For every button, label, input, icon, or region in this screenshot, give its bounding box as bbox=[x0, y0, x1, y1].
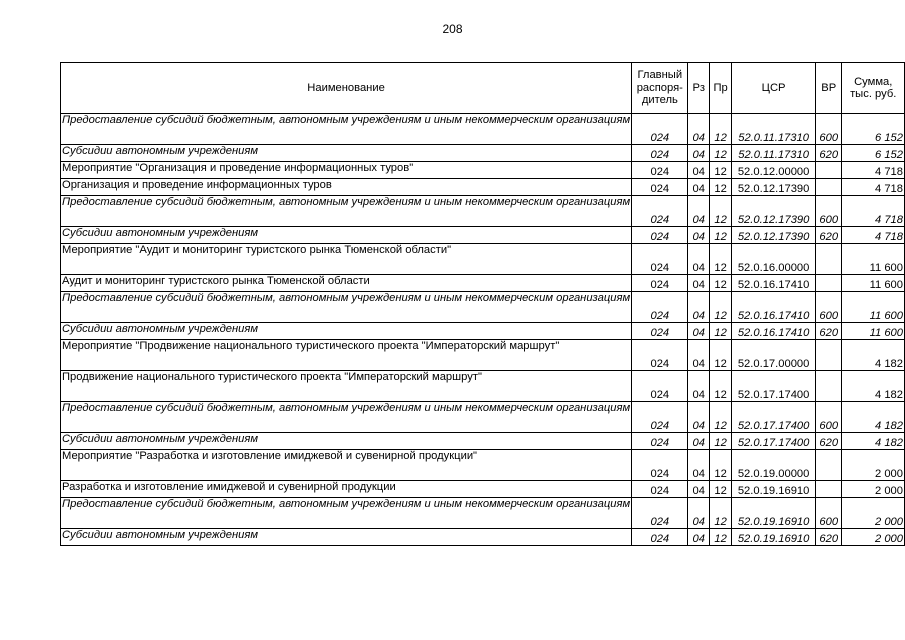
row-vr-cell bbox=[815, 179, 841, 196]
row-sum-cell: 6 152 bbox=[842, 114, 905, 145]
row-pr-cell: 12 bbox=[710, 433, 732, 450]
row-name-cell: Мероприятие "Разработка и изготовление имиджевой и сувенирной продукции" bbox=[61, 450, 632, 481]
table-row bbox=[61, 227, 905, 244]
row-sum-cell: 4 182 bbox=[842, 340, 905, 371]
column-header-pr: Пр bbox=[710, 63, 732, 114]
row-main-manager-cell: 024 bbox=[632, 244, 688, 275]
page-number: 208 bbox=[442, 22, 463, 36]
table-row bbox=[61, 244, 905, 275]
row-csr-cell: 52.0.12.17390 bbox=[732, 227, 816, 244]
row-rz-cell: 04 bbox=[688, 145, 710, 162]
row-main-manager-cell: 024 bbox=[632, 179, 688, 196]
row-vr-cell bbox=[815, 244, 841, 275]
column-header-main-manager: Главный распоря-дитель bbox=[632, 63, 688, 114]
row-sum-cell: 11 600 bbox=[842, 275, 905, 292]
row-rz-cell: 04 bbox=[688, 433, 710, 450]
table-row bbox=[61, 292, 905, 323]
column-header-csr: ЦСР bbox=[732, 63, 816, 114]
row-csr-cell: 52.0.17.17400 bbox=[732, 402, 816, 433]
row-name-cell: Субсидии автономным учреждениям bbox=[61, 433, 632, 450]
row-rz-cell: 04 bbox=[688, 227, 710, 244]
row-rz-cell: 04 bbox=[688, 450, 710, 481]
row-sum-cell: 4 718 bbox=[842, 179, 905, 196]
table-row bbox=[61, 162, 905, 179]
row-vr-cell: 620 bbox=[815, 145, 841, 162]
row-csr-cell: 52.0.19.00000 bbox=[732, 450, 816, 481]
row-main-manager-cell: 024 bbox=[632, 162, 688, 179]
row-vr-cell: 620 bbox=[815, 323, 841, 340]
row-vr-cell: 600 bbox=[815, 292, 841, 323]
row-pr-cell: 12 bbox=[710, 323, 732, 340]
row-main-manager-cell: 024 bbox=[632, 498, 688, 529]
row-pr-cell: 12 bbox=[710, 114, 732, 145]
row-vr-cell: 600 bbox=[815, 196, 841, 227]
row-sum-cell: 11 600 bbox=[842, 323, 905, 340]
row-vr-cell bbox=[815, 162, 841, 179]
row-vr-cell: 620 bbox=[815, 227, 841, 244]
row-sum-cell: 4 718 bbox=[842, 196, 905, 227]
table-row bbox=[61, 323, 905, 340]
row-name-cell: Предоставление субсидий бюджетным, автономным учреждениям и иным некоммерческим организациям bbox=[61, 402, 632, 433]
row-rz-cell: 04 bbox=[688, 292, 710, 323]
row-name-cell: Субсидии автономным учреждениям bbox=[61, 227, 632, 244]
row-main-manager-cell: 024 bbox=[632, 340, 688, 371]
table-row bbox=[61, 498, 905, 529]
row-rz-cell: 04 bbox=[688, 498, 710, 529]
row-sum-cell: 4 718 bbox=[842, 227, 905, 244]
row-pr-cell: 12 bbox=[710, 196, 732, 227]
row-main-manager-cell: 024 bbox=[632, 402, 688, 433]
row-csr-cell: 52.0.17.00000 bbox=[732, 340, 816, 371]
row-main-manager-cell: 024 bbox=[632, 114, 688, 145]
row-rz-cell: 04 bbox=[688, 371, 710, 402]
row-main-manager-cell: 024 bbox=[632, 323, 688, 340]
row-name-cell: Субсидии автономным учреждениям bbox=[61, 529, 632, 546]
row-vr-cell: 620 bbox=[815, 529, 841, 546]
row-vr-cell bbox=[815, 371, 841, 402]
row-name-cell: Предоставление субсидий бюджетным, автономным учреждениям и иным некоммерческим организациям bbox=[61, 114, 632, 145]
row-rz-cell: 04 bbox=[688, 340, 710, 371]
row-name-cell: Мероприятие "Организация и проведение информационных туров" bbox=[61, 162, 632, 179]
row-csr-cell: 52.0.16.17410 bbox=[732, 323, 816, 340]
table-row bbox=[61, 402, 905, 433]
table-row bbox=[61, 433, 905, 450]
row-rz-cell: 04 bbox=[688, 196, 710, 227]
row-vr-cell bbox=[815, 340, 841, 371]
row-main-manager-cell: 024 bbox=[632, 481, 688, 498]
row-name-cell: Организация и проведение информационных туров bbox=[61, 179, 632, 196]
row-csr-cell: 52.0.12.00000 bbox=[732, 162, 816, 179]
row-sum-cell: 2 000 bbox=[842, 529, 905, 546]
row-name-cell: Разработка и изготовление имиджевой и сувенирной продукции bbox=[61, 481, 632, 498]
row-pr-cell: 12 bbox=[710, 179, 732, 196]
row-pr-cell: 12 bbox=[710, 162, 732, 179]
row-csr-cell: 52.0.11.17310 bbox=[732, 114, 816, 145]
row-rz-cell: 04 bbox=[688, 275, 710, 292]
table-header-row bbox=[61, 63, 905, 114]
row-sum-cell: 4 182 bbox=[842, 402, 905, 433]
row-pr-cell: 12 bbox=[710, 292, 732, 323]
row-main-manager-cell: 024 bbox=[632, 145, 688, 162]
row-main-manager-cell: 024 bbox=[632, 450, 688, 481]
row-main-manager-cell: 024 bbox=[632, 371, 688, 402]
table-row bbox=[61, 529, 905, 546]
row-main-manager-cell: 024 bbox=[632, 292, 688, 323]
row-pr-cell: 12 bbox=[710, 340, 732, 371]
row-csr-cell: 52.0.19.16910 bbox=[732, 498, 816, 529]
row-rz-cell: 04 bbox=[688, 529, 710, 546]
row-main-manager-cell: 024 bbox=[632, 227, 688, 244]
row-rz-cell: 04 bbox=[688, 179, 710, 196]
table-row bbox=[61, 450, 905, 481]
table-row bbox=[61, 371, 905, 402]
row-sum-cell: 4 182 bbox=[842, 433, 905, 450]
table-row bbox=[61, 145, 905, 162]
row-name-cell: Мероприятие "Продвижение национального туристического проекта "Императорский маршрут" bbox=[61, 340, 632, 371]
row-vr-cell: 600 bbox=[815, 402, 841, 433]
table-row bbox=[61, 275, 905, 292]
row-csr-cell: 52.0.11.17310 bbox=[732, 145, 816, 162]
row-csr-cell: 52.0.19.16910 bbox=[732, 529, 816, 546]
row-csr-cell: 52.0.12.17390 bbox=[732, 196, 816, 227]
row-csr-cell: 52.0.17.17400 bbox=[732, 433, 816, 450]
row-name-cell: Продвижение национального туристического проекта "Императорский маршрут" bbox=[61, 371, 632, 402]
row-name-cell: Аудит и мониторинг туристского рынка Тюменской области bbox=[61, 275, 632, 292]
row-pr-cell: 12 bbox=[710, 275, 732, 292]
table-row bbox=[61, 340, 905, 371]
row-sum-cell: 6 152 bbox=[842, 145, 905, 162]
row-csr-cell: 52.0.12.17390 bbox=[732, 179, 816, 196]
row-name-cell: Предоставление субсидий бюджетным, автономным учреждениям и иным некоммерческим организациям bbox=[61, 498, 632, 529]
row-pr-cell: 12 bbox=[710, 529, 732, 546]
row-pr-cell: 12 bbox=[710, 450, 732, 481]
row-sum-cell: 11 600 bbox=[842, 244, 905, 275]
row-name-cell: Предоставление субсидий бюджетным, автономным учреждениям и иным некоммерческим организациям bbox=[61, 196, 632, 227]
table-row bbox=[61, 114, 905, 145]
row-vr-cell: 600 bbox=[815, 114, 841, 145]
row-sum-cell: 2 000 bbox=[842, 450, 905, 481]
row-vr-cell bbox=[815, 450, 841, 481]
row-name-cell: Субсидии автономным учреждениям bbox=[61, 323, 632, 340]
column-header-rz: Рз bbox=[688, 63, 710, 114]
row-sum-cell: 11 600 bbox=[842, 292, 905, 323]
row-sum-cell: 2 000 bbox=[842, 481, 905, 498]
row-name-cell: Субсидии автономным учреждениям bbox=[61, 145, 632, 162]
table-row bbox=[61, 179, 905, 196]
row-pr-cell: 12 bbox=[710, 145, 732, 162]
row-rz-cell: 04 bbox=[688, 323, 710, 340]
row-pr-cell: 12 bbox=[710, 402, 732, 433]
row-rz-cell: 04 bbox=[688, 244, 710, 275]
table-row bbox=[61, 481, 905, 498]
row-rz-cell: 04 bbox=[688, 114, 710, 145]
row-pr-cell: 12 bbox=[710, 244, 732, 275]
row-pr-cell: 12 bbox=[710, 371, 732, 402]
row-rz-cell: 04 bbox=[688, 481, 710, 498]
row-csr-cell: 52.0.16.17410 bbox=[732, 275, 816, 292]
row-rz-cell: 04 bbox=[688, 162, 710, 179]
row-main-manager-cell: 024 bbox=[632, 529, 688, 546]
row-main-manager-cell: 024 bbox=[632, 275, 688, 292]
table-row bbox=[61, 196, 905, 227]
row-vr-cell bbox=[815, 481, 841, 498]
row-pr-cell: 12 bbox=[710, 227, 732, 244]
budget-table bbox=[60, 62, 905, 546]
row-rz-cell: 04 bbox=[688, 402, 710, 433]
row-sum-cell: 2 000 bbox=[842, 498, 905, 529]
row-vr-cell: 620 bbox=[815, 433, 841, 450]
row-pr-cell: 12 bbox=[710, 498, 732, 529]
row-vr-cell: 600 bbox=[815, 498, 841, 529]
row-name-cell: Предоставление субсидий бюджетным, автономным учреждениям и иным некоммерческим организациям bbox=[61, 292, 632, 323]
row-main-manager-cell: 024 bbox=[632, 196, 688, 227]
row-csr-cell: 52.0.19.16910 bbox=[732, 481, 816, 498]
column-header-sum: Сумма, тыс. руб. bbox=[842, 63, 905, 114]
row-main-manager-cell: 024 bbox=[632, 433, 688, 450]
column-header-name: Наименование bbox=[61, 63, 632, 114]
row-sum-cell: 4 718 bbox=[842, 162, 905, 179]
row-sum-cell: 4 182 bbox=[842, 371, 905, 402]
column-header-vr: ВР bbox=[815, 63, 841, 114]
row-csr-cell: 52.0.16.17410 bbox=[732, 292, 816, 323]
row-name-cell: Мероприятие "Аудит и мониторинг туристского рынка Тюменской области" bbox=[61, 244, 632, 275]
row-pr-cell: 12 bbox=[710, 481, 732, 498]
row-vr-cell bbox=[815, 275, 841, 292]
row-csr-cell: 52.0.16.00000 bbox=[732, 244, 816, 275]
row-csr-cell: 52.0.17.17400 bbox=[732, 371, 816, 402]
